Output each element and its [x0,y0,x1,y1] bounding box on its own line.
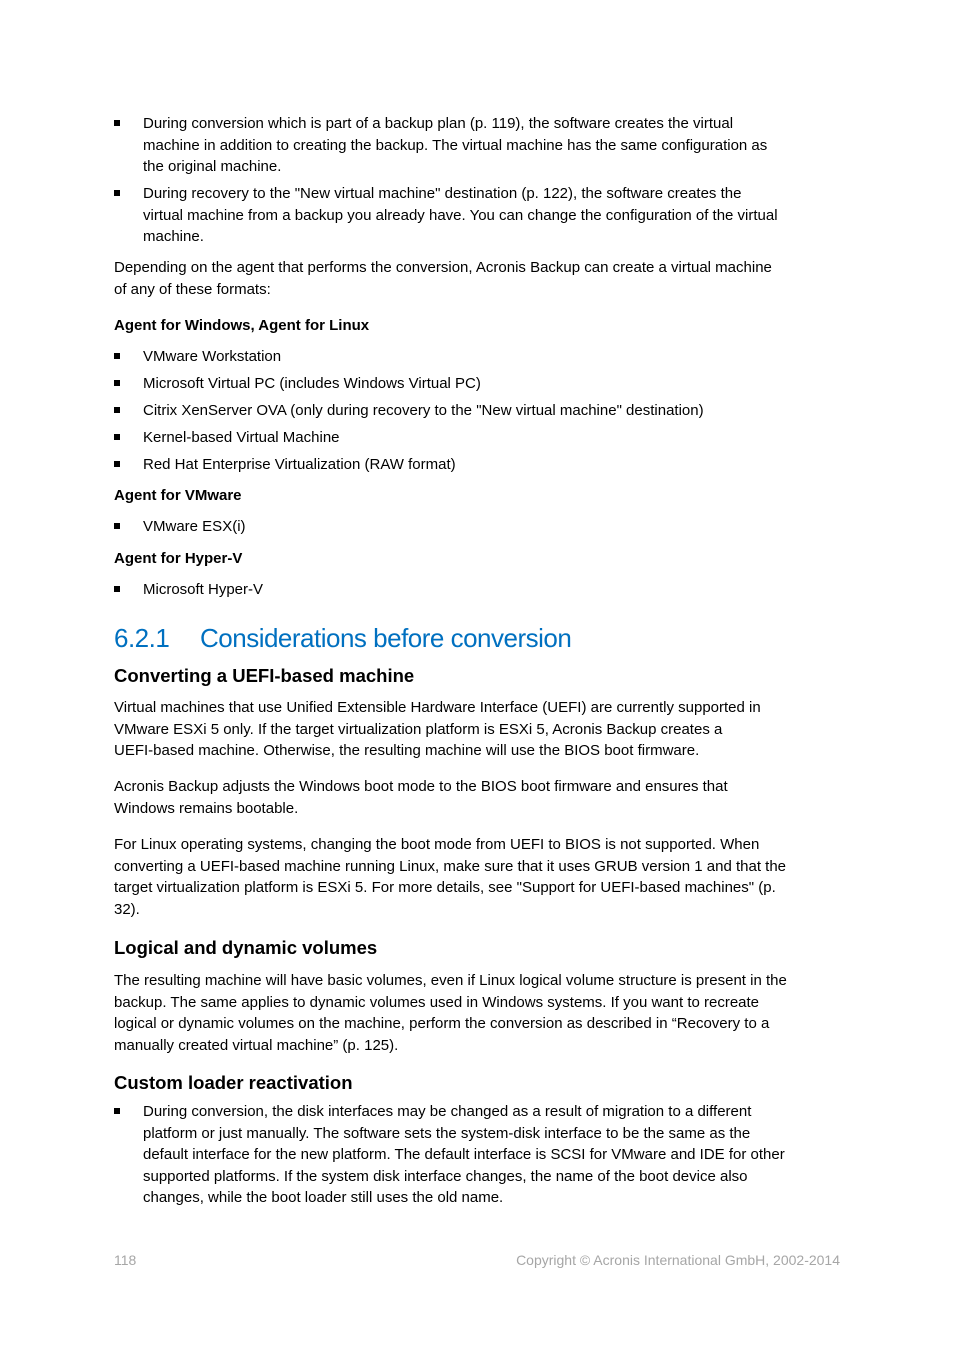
text-line: The resulting machine will have basic volumes, even if Linux logical volume structure is present in the [114,972,787,989]
agent-heading: Agent for VMware [114,487,242,504]
bullet-item [114,579,854,601]
section-title: Considerations before conversion [200,623,572,653]
text-line: 32). [114,900,140,918]
bullet-icon [114,407,120,413]
text-line: Virtual machines that use Unified Extensible Hardware Interface (UEFI) are currently supported in [114,699,761,716]
paragraph [114,776,854,819]
text-line: platform or just manually. The software sets the system-disk interface to be the same as the [143,1124,751,1142]
text-line: For Linux operating systems, changing the boot mode from UEFI to BIOS is not supported. When [114,836,760,853]
bullet-icon [114,434,120,440]
text-line: During conversion which is part of a backup plan (p. 119), the software creates the virtual [143,115,734,132]
subheading: Custom loader reactivation [114,1072,353,1093]
text-line: manually created virtual machine” (p. 125). [114,1036,399,1054]
bullet-item [114,373,854,395]
bullet-icon [114,1108,120,1114]
text-line: supported platforms. If the system disk interface changes, the name of the boot device also [143,1167,748,1185]
bullet-text: Citrix XenServer OVA (only during recovery to the "New virtual machine" destination) [143,402,704,419]
text-line: backup. The same applies to dynamic volumes used in Windows systems. If you want to recreate [114,993,760,1011]
paragraph [114,257,854,300]
bullet-icon [114,586,120,592]
bullet-text: VMware ESX(i) [143,518,246,535]
text-line: During conversion, the disk interfaces may be changed as a result of migration to a different [143,1103,752,1120]
bullet-icon [114,120,120,126]
bullet-item [114,454,854,476]
paragraph [114,970,854,1056]
bullet-icon [114,523,120,529]
section-heading [114,622,854,654]
section-number: 6.2.1 [114,623,170,653]
bullet-icon [114,353,120,359]
text-line: virtual machine from a backup you already have. You can change the configuration of the virtual [143,206,778,224]
text-line: machine in addition to creating the backup. The virtual machine has the same configuration as [143,136,768,154]
text-line: of any of these formats: [114,280,271,298]
paragraph [114,697,854,762]
text-line: machine. [143,228,204,246]
bullet-text: Microsoft Hyper-V [143,581,264,598]
bullet-icon [114,190,120,196]
text-line: target virtualization platform is ESXi 5. For more details, see "Support for UEFI-based machines" (p. [114,879,776,897]
text-line: Depending on the agent that performs the conversion, Acronis Backup can create a virtual machine [114,259,772,276]
bullet-item [114,183,854,248]
bullet-icon [114,380,120,386]
text-line: the original machine. [143,158,282,176]
bullet-icon [114,461,120,467]
text-line: changes, while the boot loader still uses the old name. [143,1189,504,1207]
bullet-item [114,516,854,538]
bullet-text: Kernel-based Virtual Machine [143,429,340,446]
text-line: logical or dynamic volumes on the machine, perform the conversion as described in “Recovery to a [114,1015,770,1033]
bullet-text: VMware Workstation [143,348,282,365]
bullet-item [114,1101,854,1209]
bullet-item [114,427,854,449]
bullet-item [114,113,854,178]
text-line: VMware ESXi 5 only. If the target virtualization platform is ESXi 5, Acronis Backup creates a [114,720,723,738]
text-line: Windows remains bootable. [114,799,299,817]
text-line: default interface for the new platform. The default interface is SCSI for VMware and IDE for other [143,1146,785,1164]
bullet-item [114,400,854,422]
bullet-item [114,346,854,368]
text-line: Acronis Backup adjusts the Windows boot mode to the BIOS boot firmware and ensures that [114,778,728,795]
copyright: Copyright © Acronis International GmbH, 2002-2014 [516,1252,840,1268]
agent-heading: Agent for Windows, Agent for Linux [114,317,370,334]
text-line: UEFI-based machine. Otherwise, the resulting machine will use the BIOS boot firmware. [114,742,700,760]
page-number: 118 [114,1252,137,1268]
paragraph [114,834,854,920]
text-line: During recovery to the "New virtual machine" destination (p. 122), the software creates the [143,185,742,202]
subheading: Logical and dynamic volumes [114,937,378,958]
subheading: Converting a UEFI-based machine [114,665,415,686]
agent-heading: Agent for Hyper-V [114,550,243,567]
text-line: converting a UEFI-based machine running Linux, make sure that it uses GRUB version 1 and that the [114,857,787,875]
bullet-text: Microsoft Virtual PC (includes Windows Virtual PC) [143,375,481,392]
bullet-text: Red Hat Enterprise Virtualization (RAW format) [143,456,456,473]
